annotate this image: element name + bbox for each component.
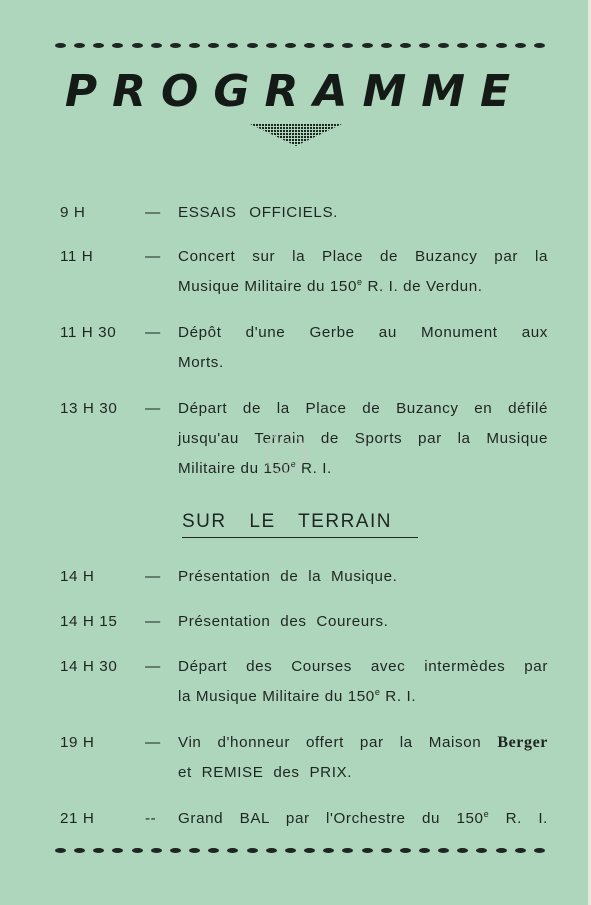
schedule-time: 14 H 15 bbox=[60, 613, 118, 630]
border-dot bbox=[151, 848, 162, 853]
border-dot bbox=[227, 43, 238, 48]
description-line: Morts. bbox=[178, 354, 224, 371]
schedule-dash: — bbox=[145, 248, 161, 265]
schedule-dash: -- bbox=[145, 810, 157, 827]
description-line: Départ de la Place de Buzancy en défilé bbox=[178, 400, 548, 417]
border-dot bbox=[438, 848, 449, 853]
schedule-time: 9 H bbox=[60, 204, 86, 221]
border-dot bbox=[55, 43, 66, 48]
description-line: Présentation de la Musique. bbox=[178, 568, 398, 585]
border-dot bbox=[515, 43, 526, 48]
description-line: Vin d'honneur offert par la Maison Berger bbox=[178, 734, 548, 751]
section-heading: SUR LE TERRAIN bbox=[182, 511, 418, 538]
border-dot bbox=[362, 43, 373, 48]
schedule-description bbox=[178, 804, 548, 834]
border-dot bbox=[476, 848, 487, 853]
border-dot bbox=[304, 43, 315, 48]
description-line: Concert sur la Place de Buzancy par la bbox=[178, 248, 548, 265]
border-dot bbox=[112, 43, 123, 48]
description-line: la Musique Militaire du 150e R. I. bbox=[178, 687, 417, 705]
border-dot bbox=[419, 848, 430, 853]
border-dot bbox=[266, 848, 277, 853]
schedule-description bbox=[178, 394, 548, 484]
brand-name: Berger bbox=[497, 734, 548, 751]
description-line: et REMISE des PRIX. bbox=[178, 764, 353, 781]
description-line: Présentation des Coureurs. bbox=[178, 613, 389, 630]
border-dot bbox=[285, 848, 296, 853]
schedule-description bbox=[178, 562, 548, 592]
schedule-time: 14 H 30 bbox=[60, 658, 118, 675]
border-dot bbox=[496, 848, 507, 853]
page-title: PROGRAMME bbox=[64, 66, 526, 117]
border-dot bbox=[438, 43, 449, 48]
border-dot bbox=[266, 43, 277, 48]
schedule-time: 11 H bbox=[60, 248, 94, 265]
description-line: Dépôt d'une Gerbe au Monument aux bbox=[178, 324, 548, 341]
border-dot bbox=[112, 848, 123, 853]
description-line: Grand BAL par l'Orchestre du 150e R. I. bbox=[178, 809, 548, 827]
border-dot bbox=[285, 43, 296, 48]
schedule-description bbox=[178, 607, 548, 637]
schedule-time: 19 H bbox=[60, 734, 95, 751]
border-dot bbox=[381, 848, 392, 853]
schedule-dash: — bbox=[145, 658, 161, 675]
border-dot bbox=[170, 848, 181, 853]
border-dot bbox=[247, 848, 258, 853]
triangle-ornament-icon bbox=[250, 124, 342, 146]
border-dot bbox=[457, 43, 468, 48]
library-stamp-icon bbox=[262, 430, 308, 476]
schedule-dash: — bbox=[145, 613, 161, 630]
schedule-description bbox=[178, 318, 548, 378]
border-dot bbox=[227, 848, 238, 853]
description-line: jusqu'au Terrain de Sports par la Musique bbox=[178, 430, 548, 447]
top-dotted-border bbox=[55, 40, 545, 50]
schedule-dash: — bbox=[145, 734, 161, 751]
border-dot bbox=[247, 43, 258, 48]
description-line: Musique Militaire du 150e R. I. de Verdun. bbox=[178, 277, 483, 295]
border-dot bbox=[457, 848, 468, 853]
border-dot bbox=[55, 848, 66, 853]
schedule-time: 21 H bbox=[60, 810, 95, 827]
description-line: Départ des Courses avec intermèdes par bbox=[178, 658, 548, 675]
border-dot bbox=[496, 43, 507, 48]
border-dot bbox=[208, 848, 219, 853]
border-dot bbox=[132, 43, 143, 48]
border-dot bbox=[151, 43, 162, 48]
border-dot bbox=[419, 43, 430, 48]
border-dot bbox=[515, 848, 526, 853]
border-dot bbox=[170, 43, 181, 48]
border-dot bbox=[362, 848, 373, 853]
border-dot bbox=[381, 43, 392, 48]
border-dot bbox=[74, 43, 85, 48]
schedule-description bbox=[178, 728, 548, 788]
schedule-dash: — bbox=[145, 324, 161, 341]
description-line: ESSAIS OFFICIELS. bbox=[178, 204, 338, 221]
border-dot bbox=[208, 43, 219, 48]
bottom-dotted-border bbox=[55, 845, 545, 855]
schedule-time: 13 H 30 bbox=[60, 400, 118, 417]
border-dot bbox=[132, 848, 143, 853]
border-dot bbox=[400, 848, 411, 853]
schedule-dash: — bbox=[145, 400, 161, 417]
border-dot bbox=[189, 848, 200, 853]
border-dot bbox=[400, 43, 411, 48]
description-line: Militaire du 150e R. I. bbox=[178, 459, 332, 477]
schedule-dash: — bbox=[145, 204, 161, 221]
border-dot bbox=[304, 848, 315, 853]
schedule-time: 14 H bbox=[60, 568, 95, 585]
border-dot bbox=[534, 848, 545, 853]
schedule-time: 11 H 30 bbox=[60, 324, 117, 341]
border-dot bbox=[189, 43, 200, 48]
border-dot bbox=[476, 43, 487, 48]
border-dot bbox=[323, 43, 334, 48]
schedule-description bbox=[178, 198, 548, 228]
border-dot bbox=[323, 848, 334, 853]
border-dot bbox=[74, 848, 85, 853]
schedule-description bbox=[178, 242, 548, 302]
border-dot bbox=[93, 848, 104, 853]
schedule-description bbox=[178, 652, 548, 712]
border-dot bbox=[342, 848, 353, 853]
schedule-dash: — bbox=[145, 568, 161, 585]
border-dot bbox=[93, 43, 104, 48]
border-dot bbox=[534, 43, 545, 48]
border-dot bbox=[342, 43, 353, 48]
